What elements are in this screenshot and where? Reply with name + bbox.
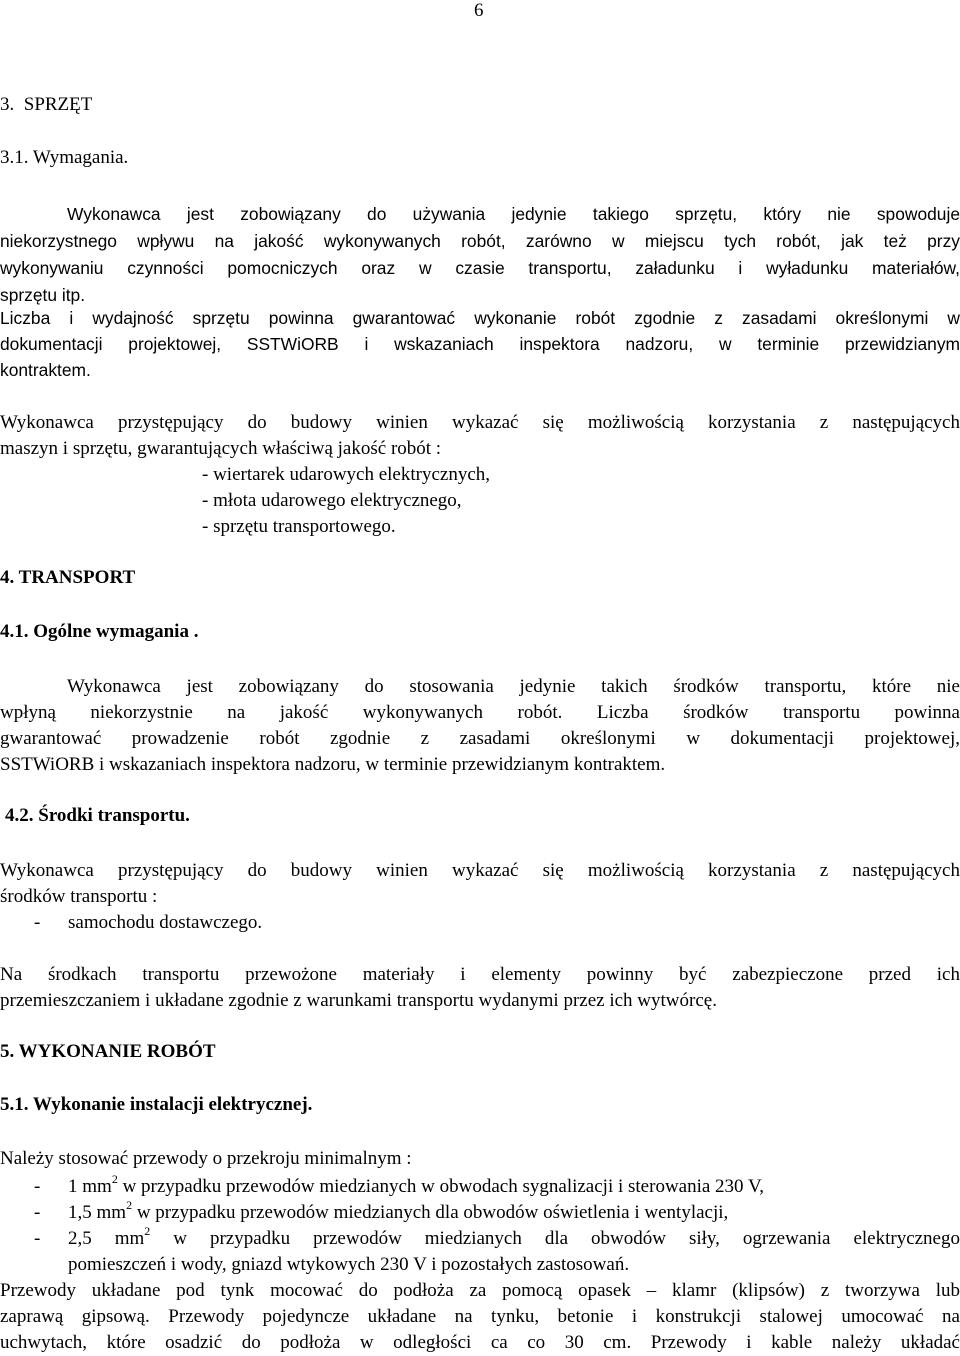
superscript: 2	[126, 1198, 133, 1212]
list-item-body	[68, 1226, 960, 1252]
list-item: - wiertarek udarowych elektrycznych,	[202, 464, 491, 485]
list-item-text: w przypadku przewodów miedzianych w obwodach sygnalizacji i sterowania 230 V,	[117, 1176, 764, 1197]
list-dash: -	[34, 1176, 41, 1197]
section-3-paragraph-2	[0, 305, 960, 383]
text-line: sprzętu itp.	[0, 285, 86, 305]
text-line: Na środkach transportu przewożone materiały i elementy powinny być zabezpieczone przed ich	[0, 964, 960, 985]
list-item	[0, 1174, 960, 1200]
section-4-heading: 4. TRANSPORT	[0, 567, 136, 588]
text-line: maszyn i sprzętu, gwarantujących właściwą jakość robót :	[0, 438, 442, 459]
superscript: 2	[111, 1172, 118, 1186]
section-5-heading: 5. WYKONANIE ROBÓT	[0, 1041, 216, 1062]
list-item-text: w przypadku przewodów miedzianych dla obwodów siły, ogrzewania elektrycznego	[150, 1228, 960, 1249]
section-4-paragraph-3	[0, 962, 960, 1014]
wire-list	[0, 1174, 960, 1278]
list-dash: -	[34, 1202, 41, 1223]
wires-intro: Należy stosować przewody o przekroju minimalnym :	[0, 1148, 412, 1169]
vehicle-list-item	[0, 910, 262, 936]
list-item	[0, 1226, 960, 1252]
text-line: gwarantować prowadzenie robót zgodnie z zasadami określonymi w dokumentacji projektowej,	[0, 728, 960, 749]
text-line: środków transportu :	[0, 886, 158, 907]
section-3-paragraph-1	[0, 201, 960, 309]
wire-size: 1,5 mm	[68, 1202, 127, 1223]
text-line: kontraktem.	[0, 360, 91, 380]
section-4-2-heading: 4.2. Środki transportu.	[5, 805, 190, 826]
text-line: uchwytach, które osadzić do podłoża w odległości ca co 30 cm. Przewody i kable należy układać	[0, 1332, 960, 1353]
section-5-paragraph-2	[0, 1278, 960, 1356]
wire-size: 1 mm	[68, 1176, 112, 1197]
list-item: - młota udarowego elektrycznego,	[202, 490, 462, 511]
section-3-1-heading: 3.1. Wymagania.	[0, 147, 129, 168]
list-item-text: samochodu dostawczego.	[68, 912, 263, 933]
section-3-paragraph-3	[0, 410, 960, 462]
text-line: wykonywaniu czynności pomocniczych oraz w czasie transportu, załadunku i wyładunku materiałów,	[0, 258, 960, 278]
equipment-list	[202, 462, 490, 540]
wire-size: 2,5 mm	[68, 1228, 145, 1249]
text-line: niekorzystnego wpływu na jakość wykonywanych robót, zarówno w miejscu tych robót, jak też przy	[0, 231, 960, 251]
list-item	[0, 1200, 960, 1226]
section-4-paragraph-2	[0, 858, 960, 910]
text-line: przemieszczaniem i układane zgodnie z warunkami transportu wydanymi przez ich wytwórcę.	[0, 990, 717, 1011]
text-line: Wykonawca jest zobowiązany do używania jedynie takiego sprzętu, który nie spowoduje	[67, 204, 960, 224]
text-line: Wykonawca przystępujący do budowy winien wykazać się możliwością korzystania z następujących	[0, 860, 960, 881]
section-3-heading: 3. SPRZĘT	[0, 94, 93, 115]
text-line: Liczba i wydajność sprzętu powinna gwarantować wykonanie robót zgodnie z zasadami określonymi w	[0, 308, 960, 328]
list-dash: -	[34, 912, 41, 933]
section-4-1-heading: 4.1. Ogólne wymagania .	[0, 621, 199, 642]
list-item-text: w przypadku przewodów miedzianych dla obwodów oświetlenia i wentylacji,	[132, 1202, 729, 1223]
text-line: Wykonawca jest zobowiązany do stosowania jedynie takich środków transportu, które nie	[67, 676, 960, 697]
text-line: wpłyną niekorzystnie na jakość wykonywanych robót. Liczba środków transportu powinna	[0, 702, 960, 723]
section-5-1-heading: 5.1. Wykonanie instalacji elektrycznej.	[0, 1094, 313, 1115]
text-line: zaprawą gipsową. Przewody pojedyncze układane na tynku, betonie i konstrukcji stalowej umocować na	[0, 1306, 960, 1327]
text-line: Wykonawca przystępujący do budowy winien wykazać się możliwością korzystania z następujących	[0, 412, 960, 433]
text-line: Przewody układane pod tynk mocować do podłoża za pomocą opasek – klamr (klipsów) z tworzywa lub	[0, 1280, 960, 1301]
list-item-continuation: pomieszczeń i wody, gniazd wtykowych 230 V i pozostałych zastosowań.	[68, 1254, 630, 1275]
list-item: - sprzętu transportowego.	[202, 516, 396, 537]
page-number: 6	[474, 0, 484, 21]
list-dash: -	[34, 1228, 41, 1249]
superscript: 2	[144, 1224, 151, 1238]
section-4-paragraph-1	[0, 674, 960, 778]
text-line: SSTWiORB i wskazaniach inspektora nadzoru, w terminie przewidzianym kontraktem.	[0, 754, 666, 775]
text-line: dokumentacji projektowej, SSTWiORB i wskazaniach inspektora nadzoru, w terminie przewidzianym	[0, 334, 960, 354]
